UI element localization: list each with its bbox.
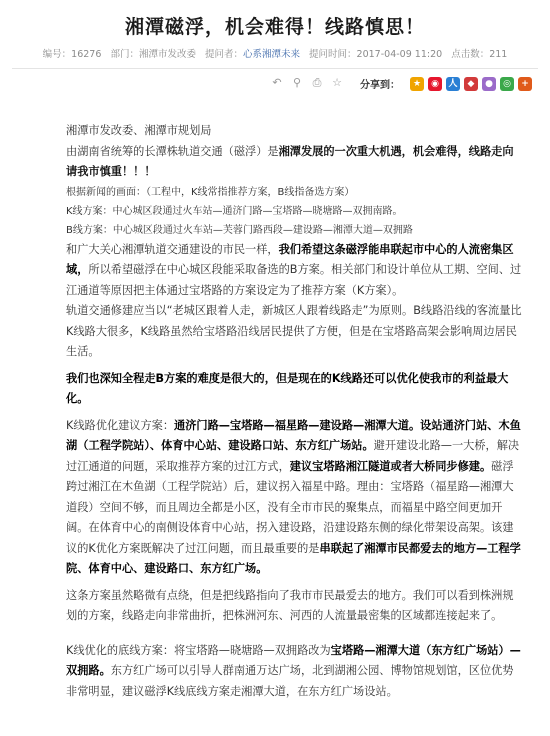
paragraph-1: 由湖南省统筹的长潭株轨道交通（磁浮）是湘潭发展的一次重大机遇，机会难得，线路走向请我市慎重！！！	[66, 144, 514, 178]
news-line-1: 根据新闻的画面：（工程中，K线常指推荐方案，B线指备选方案）	[66, 186, 355, 198]
toolbar	[12, 69, 538, 99]
tqq-icon[interactable]: ◎	[500, 77, 514, 91]
douban-icon[interactable]: ●	[482, 77, 496, 91]
author-link[interactable]: 心系湘潭未来	[243, 49, 301, 60]
author-label: 提问者：	[204, 49, 243, 60]
news-line-3: B线方案：中心城区段通过火车站—芙蓉门路西段—建设路—湘潭大道—双拥路	[66, 224, 413, 236]
tools-left	[270, 76, 344, 90]
share-label: 分享到：	[360, 80, 400, 91]
question-meta	[0, 46, 550, 60]
link-icon[interactable]: ⚲	[292, 76, 302, 89]
kaixin-icon[interactable]: ◆	[464, 77, 478, 91]
back-icon[interactable]: ↶	[272, 76, 282, 89]
print-icon[interactable]: ⎙	[312, 76, 322, 89]
department: 部门：湘潭市发改委	[110, 49, 196, 60]
paragraph-7: K线优化的底线方案：将宝塔路—晓塘路—双拥路改为宝塔路—湘潭大道（东方红广场站）—双拥路。东方红广场可以引导人群南通万达广场，北到湖湘公园、博物馆规划馆，区位优势非常明显，建议磁浮K线底线方案走湘潭大道，在东方红广场设站。	[66, 643, 521, 698]
question-id: 编号：16276	[42, 49, 102, 60]
author-block	[205, 49, 300, 60]
article-body	[66, 121, 524, 702]
paragraph-5: K线路优化建议方案：通济门路—宝塔路—福星路—建设路—湘潭大道。设站通济门站、木鱼湖（工程学院站）、体育中心站、建设路口站、东方红广场站。避开建设北路—一大桥，解决过江通道的问题，采取推荐方案的过江方式，建议宝塔路湘江隧道或者大桥同步修建。磁浮跨过湘江在木鱼湖（工程学院站）后，建议拐入福星中路。理由：宝塔路（福星路—湘潭大道段）空间不够，而且周边全都是小区，没有全市市民的聚集点，而福星中路空间更加开阔。在体育中心的南侧设体育中心站，拐入建设路，沿建设路东侧的绿化带架设高架。该建议的K优化方案既解决了过江问题，而且最重要的是串联起了湘潭市民都爱去的地方—工程学院、体育中心、建设路口、东方红广场。	[66, 418, 521, 575]
page-title: 湘潭磁浮，机会难得！线路慎思！	[124, 16, 425, 38]
paragraph-2: 和广大关心湘潭轨道交通建设的市民一样，我们希望这条磁浮能串联起市中心的人流密集区域，所以希望磁浮在中心城区段能采取备选的B方案。相关部门和设计单位从工期、空间、过江通道等原因把主体通过宝塔路的方案设定为了推荐方案（K方案）。	[66, 242, 522, 297]
more-share-icon[interactable]: +	[518, 77, 532, 91]
renren-icon[interactable]: 人	[446, 77, 460, 91]
share-bar	[360, 76, 532, 91]
question-time: 提问时间：2017-04-09 11:20	[309, 49, 443, 60]
news-line-2: K线方案：中心城区段通过火车站—通济门路—宝塔路—晓塘路—双拥南路。	[66, 205, 403, 217]
click-count: 点击数：211	[451, 49, 508, 60]
paragraph-4: 我们也深知全程走B方案的难度是很大的，但是现在的K线路还可以优化使我市的利益最大化。	[66, 371, 509, 405]
bookmark-icon[interactable]: ☆	[332, 76, 342, 89]
weibo-icon[interactable]: ◉	[428, 77, 442, 91]
recipient: 湘潭市发改委、湘潭市规划局	[66, 124, 212, 137]
paragraph-3: 轨道交通修建应当以“老城区跟着人走，新城区人跟着线路走”为原则。B线路沿线的客流量比K线路大很多，K线路虽然给宝塔路沿线居民提供了方便，但是在宝塔路高架会影响周边居民生活。	[66, 304, 522, 358]
qzone-icon[interactable]: ★	[410, 77, 424, 91]
paragraph-6: 这条方案虽然略微有点绕，但是把线路指向了我市市民最爱去的地方。我们可以看到株洲规划的方案，线路走向非常曲折，把株洲河东、河西的人流量最密集的区域都连接起来了。	[66, 588, 514, 622]
